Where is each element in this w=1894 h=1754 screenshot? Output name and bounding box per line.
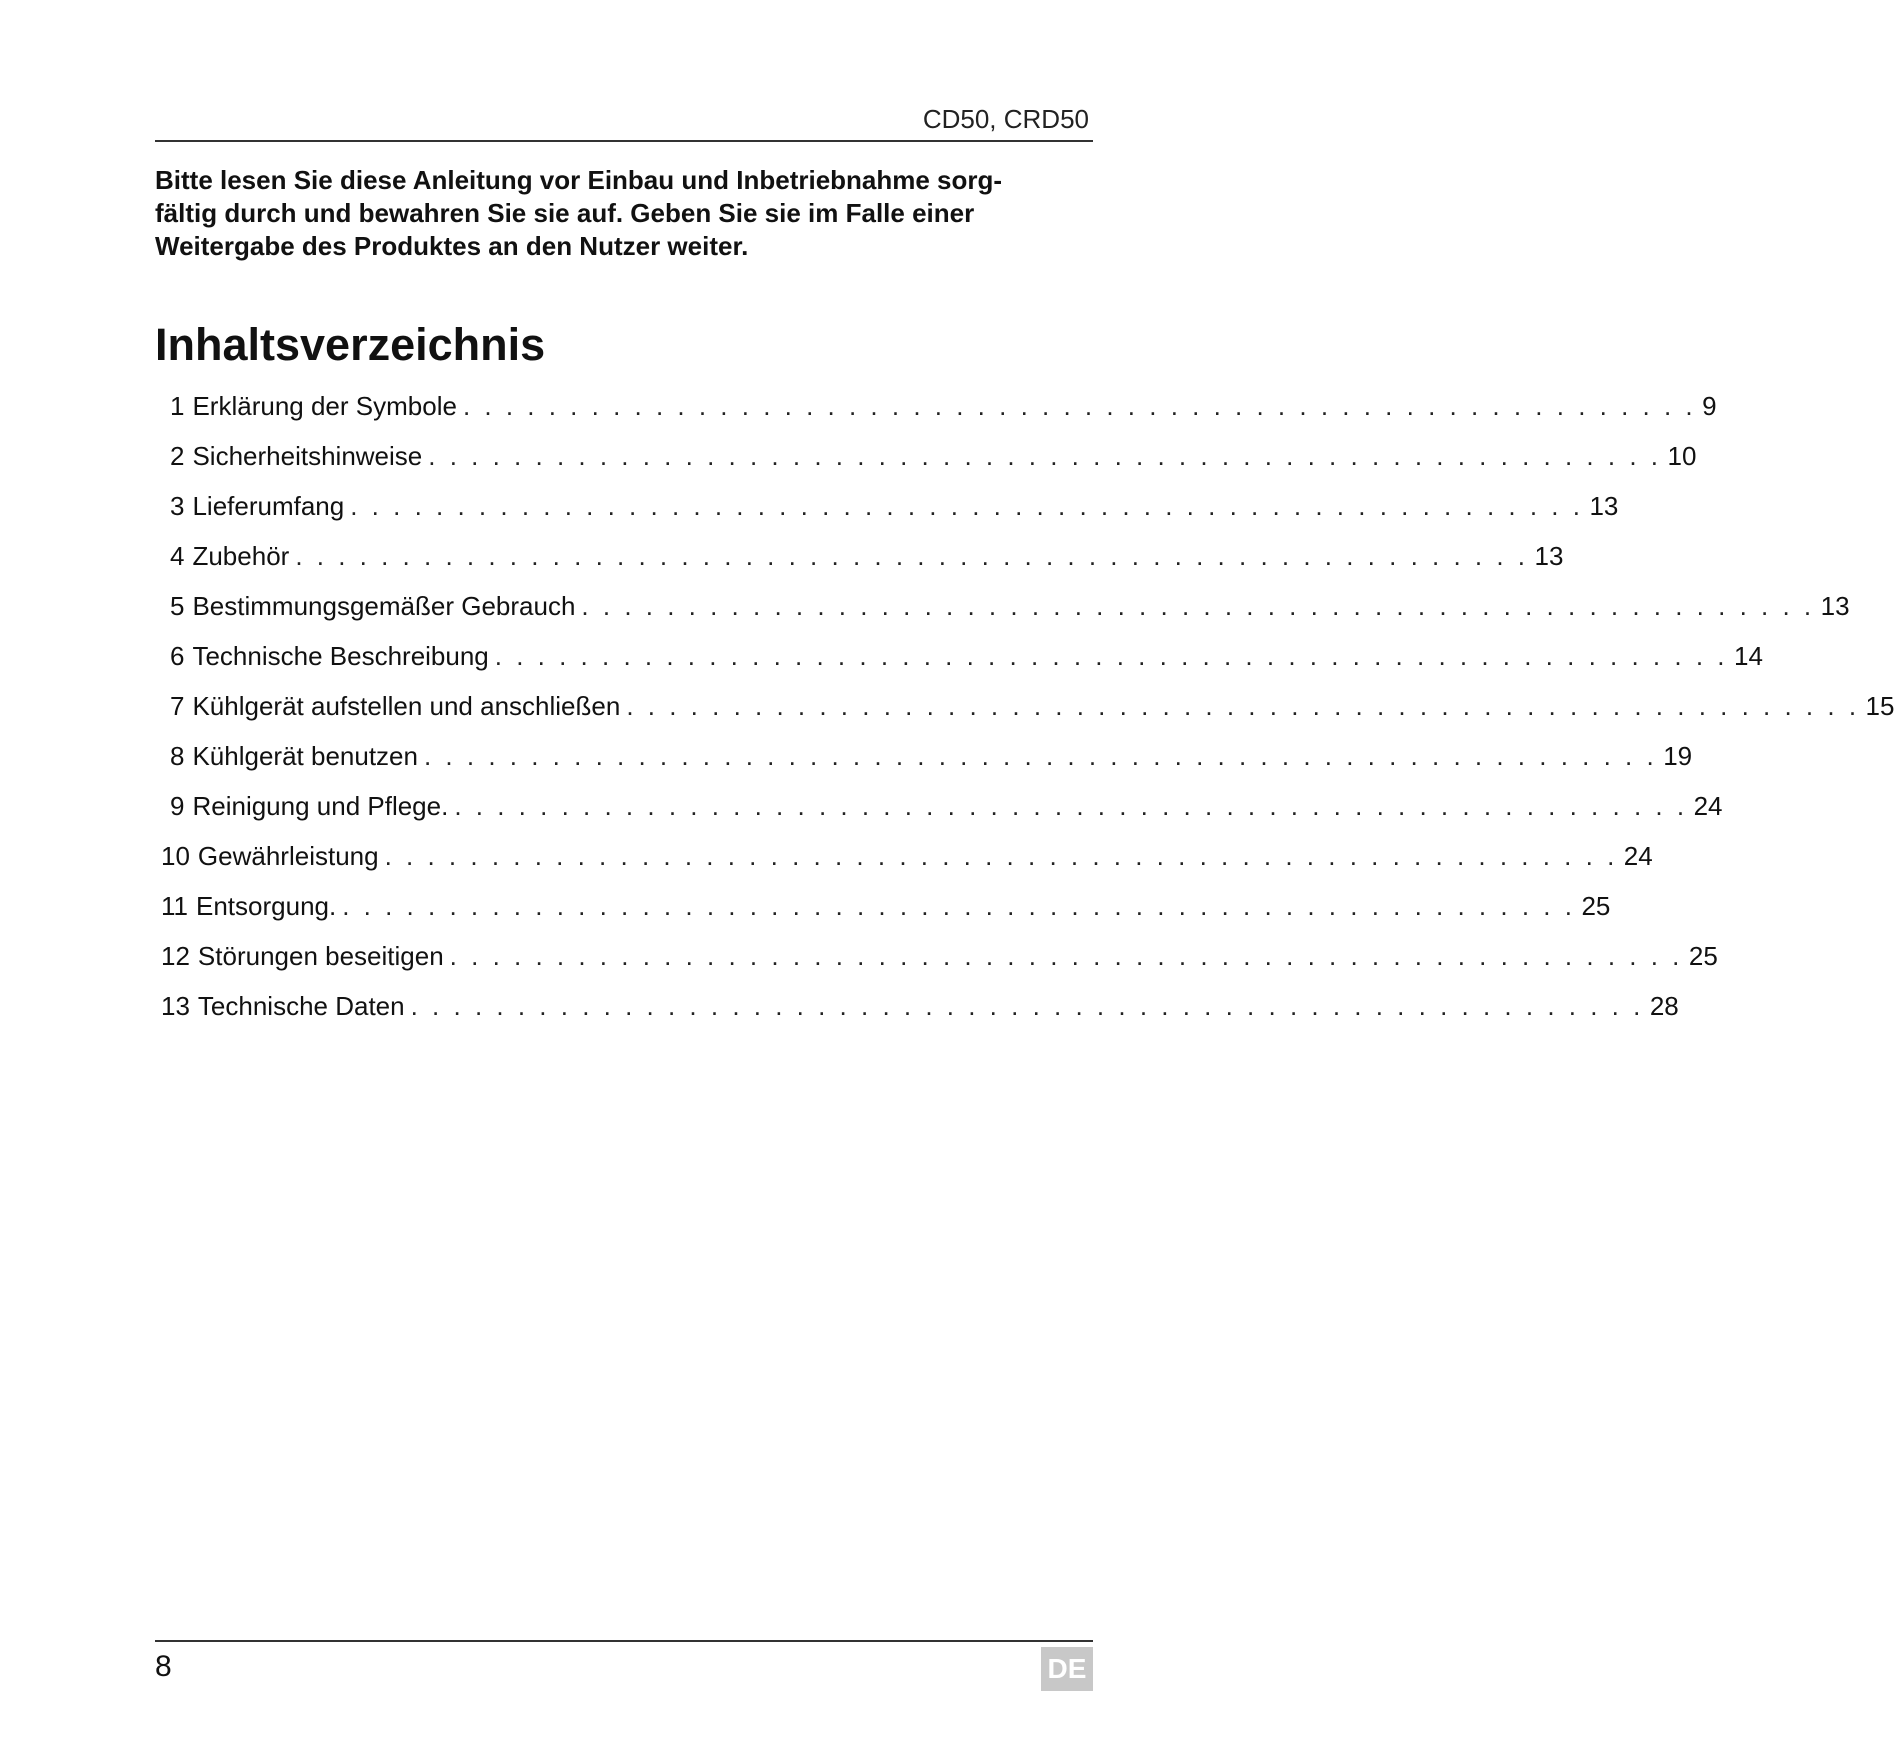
- header-model-name: CD50, CRD50: [922, 104, 1089, 134]
- toc-entry-page: 24: [1623, 841, 1653, 871]
- toc-entry[interactable]: [161, 888, 1611, 924]
- toc-entry-page: 25: [1688, 941, 1718, 971]
- toc-entry-number: 4: [170, 541, 185, 571]
- toc-entry[interactable]: [161, 838, 1653, 874]
- toc-entry-number: 11: [161, 891, 188, 921]
- toc-entry-page: 24: [1693, 791, 1723, 821]
- toc-entry-label: Technische Beschreibung: [192, 641, 489, 671]
- toc-leader-dots: . . . . . . . . . . . . . . . . . . . . . . . . . . . . . . . . . . . . . . . . . . . . . . . . . . . . . . . . . .: [494, 641, 1728, 671]
- toc-entry[interactable]: [170, 388, 1717, 424]
- toc-entry-page: 13: [1534, 541, 1564, 571]
- toc-leader-dots: . . . . . . . . . . . . . . . . . . . . . . . . . . . . . . . . . . . . . . . . . . . . . . . . . . . . . . . . . .: [410, 991, 1644, 1021]
- toc-entry-label: Lieferumfang: [192, 491, 345, 521]
- toc-leader-dots: . . . . . . . . . . . . . . . . . . . . . . . . . . . . . . . . . . . . . . . . . . . . . . . . . . . . . . . . . .: [350, 491, 1584, 521]
- toc-leader-dots: . . . . . . . . . . . . . . . . . . . . . . . . . . . . . . . . . . . . . . . . . . . . . . . . . . . . . . . . . .: [342, 891, 1576, 921]
- toc-entry-number: 12: [161, 941, 190, 971]
- toc-entry-page: 15: [1865, 691, 1894, 721]
- toc-entry-label: Kühlgerät aufstellen und anschließen: [192, 691, 621, 721]
- header-divider: [155, 140, 1093, 142]
- toc-entry[interactable]: [170, 788, 1723, 824]
- toc-entry-number: 2: [170, 441, 185, 471]
- toc-entry-label: Kühlgerät benutzen: [192, 741, 418, 771]
- toc-leader-dots: . . . . . . . . . . . . . . . . . . . . . . . . . . . . . . . . . . . . . . . . . . . . . . . . . . . . . . . . . .: [462, 391, 1697, 421]
- toc-entry-number: 6: [170, 641, 185, 671]
- toc-entry[interactable]: [161, 988, 1679, 1024]
- toc-entry[interactable]: [170, 438, 1697, 474]
- toc-entry-number: 5: [170, 591, 185, 621]
- toc-entry[interactable]: [170, 588, 1850, 624]
- toc-title: Inhaltsverzeichnis: [155, 319, 546, 370]
- toc-entry-number: 13: [161, 991, 190, 1021]
- toc-entry-label: Bestimmungsgemäßer Gebrauch: [192, 591, 576, 621]
- toc-leader-dots: . . . . . . . . . . . . . . . . . . . . . . . . . . . . . . . . . . . . . . . . . . . . . . . . . . . . . . . . . .: [454, 791, 1688, 821]
- toc-entry-page: 10: [1667, 441, 1697, 471]
- toc-entry-label: Gewährleistung: [197, 841, 379, 871]
- toc-entry[interactable]: [170, 638, 1763, 674]
- language-badge: DE: [1041, 1647, 1093, 1691]
- toc-entry-number: 1: [170, 391, 185, 421]
- toc-entry[interactable]: [170, 488, 1619, 524]
- toc-leader-dots: . . . . . . . . . . . . . . . . . . . . . . . . . . . . . . . . . . . . . . . . . . . . . . . . . . . . . . . . . .: [423, 741, 1658, 771]
- toc-entry[interactable]: [170, 738, 1693, 774]
- page-number: 8: [155, 1650, 172, 1683]
- toc-entry[interactable]: [170, 538, 1564, 574]
- toc-entry-label: Sicherheitshinweise: [192, 441, 423, 471]
- intro-line: Weitergabe des Produktes an den Nutzer weiter.: [155, 231, 749, 261]
- toc-entry[interactable]: [170, 688, 1894, 724]
- toc-entry-page: 9: [1702, 391, 1717, 421]
- toc-entry-page: 14: [1733, 641, 1763, 671]
- toc-entry-page: 19: [1663, 741, 1693, 771]
- toc-entry-number: 3: [170, 491, 185, 521]
- intro-notice: [155, 164, 1085, 263]
- toc-entry-page: 28: [1649, 991, 1679, 1021]
- toc-entry-label: Zubehör: [192, 541, 290, 571]
- footer-divider: [155, 1640, 1093, 1642]
- toc-entry-page: 13: [1589, 491, 1619, 521]
- toc-leader-dots: . . . . . . . . . . . . . . . . . . . . . . . . . . . . . . . . . . . . . . . . . . . . . . . . . . . . . . . . . .: [428, 441, 1662, 471]
- toc-entry[interactable]: [161, 938, 1718, 974]
- intro-line: fältig durch und bewahren Sie sie auf. Geben Sie sie im Falle einer: [155, 198, 975, 228]
- toc-entry-page: 25: [1581, 891, 1611, 921]
- intro-line: Bitte lesen Sie diese Anleitung vor Einbau und Inbetriebnahme sorg-: [155, 165, 1003, 195]
- toc-leader-dots: . . . . . . . . . . . . . . . . . . . . . . . . . . . . . . . . . . . . . . . . . . . . . . . . . . . . . . . . . .: [581, 591, 1815, 621]
- toc-entry-number: 8: [170, 741, 185, 771]
- toc-leader-dots: . . . . . . . . . . . . . . . . . . . . . . . . . . . . . . . . . . . . . . . . . . . . . . . . . . . . . . . . . .: [626, 691, 1860, 721]
- toc-entry-label: Erklärung der Symbole: [192, 391, 457, 421]
- toc-entry-number: 7: [170, 691, 185, 721]
- toc-leader-dots: . . . . . . . . . . . . . . . . . . . . . . . . . . . . . . . . . . . . . . . . . . . . . . . . . . . . . . . . . .: [449, 941, 1683, 971]
- toc-leader-dots: . . . . . . . . . . . . . . . . . . . . . . . . . . . . . . . . . . . . . . . . . . . . . . . . . . . . . . . . . .: [295, 541, 1529, 571]
- toc-entry-label: Technische Daten: [197, 991, 405, 1021]
- toc-leader-dots: . . . . . . . . . . . . . . . . . . . . . . . . . . . . . . . . . . . . . . . . . . . . . . . . . . . . . . . . . .: [384, 841, 1618, 871]
- toc-entry-label: Störungen beseitigen: [197, 941, 444, 971]
- toc-entry-number: 10: [161, 841, 190, 871]
- toc-entry-label: Reinigung und Pflege.: [192, 791, 449, 821]
- toc-entry-label: Entsorgung.: [196, 891, 337, 921]
- toc-entry-number: 9: [170, 791, 185, 821]
- toc-entry-page: 13: [1820, 591, 1850, 621]
